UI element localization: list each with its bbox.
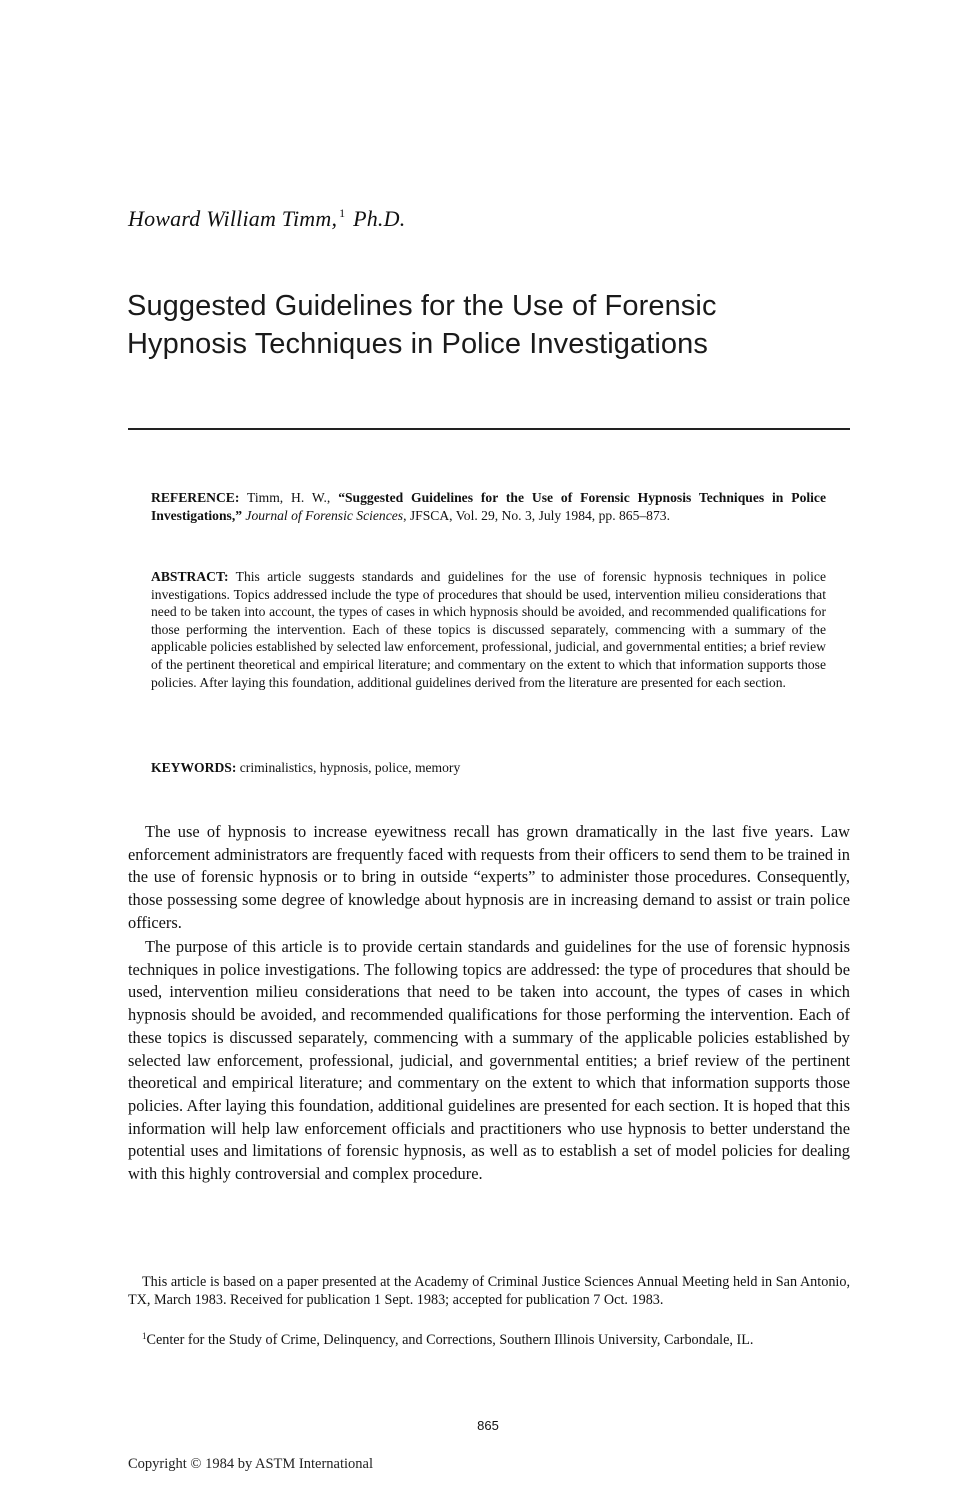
footnote-affiliation — [128, 1328, 850, 1350]
body-paragraph-2: The purpose of this article is to provide certain standards and guidelines for the use of forensic hypnosis techniques in police investigations. The following topics are addressed: the type of procedures that should be used, intervention milieu considerations that need to be taken into account, the types of cases in which hypnosis should be avoided, and recommended qualifications for those performing the intervention. Each of these topics is discussed separately, commencing with a summary of the applicable policies established by selected law enforcement, professional, judicial, and governmental entities; a brief review of the pertinent theoretical and empirical literature; and commentary on the extent to which that information supports those policies. After laying this foundation, additional guidelines are presented for each section. It is hoped that this information will help law enforcement officials and practitioners who use hypnosis to better understand the potential uses and limitations of forensic hypnosis, as well as to establish a set of model policies for dealing with this highly controversial and complex procedure. — [128, 937, 850, 1184]
page-number: 865 — [477, 1418, 499, 1433]
author-line — [128, 206, 405, 232]
keywords-paragraph — [151, 759, 826, 777]
abstract-paragraph — [151, 568, 826, 691]
reference-paragraph — [151, 489, 826, 524]
title-line-1: Suggested Guidelines for the Use of Forensic — [127, 290, 717, 322]
abstract-text: This article suggests standards and guidelines for the use of forensic hypnosis techniques in police investigations. Topics addressed include the type of procedures that should be used, intervention milieu considerations that need to be taken into account, the types of cases in which hypnosis should be avoided, and recommended qualifications for those performing the intervention. Each of these topics is discussed separately, commencing with a summary of the applicable policies established by selected law enforcement, professional, judicial, and governmental entities; a brief review of the pertinent theoretical and empirical literature; and commentary on the extent to which that information supports those policies. After laying this foundation, additional guidelines derived from the literature are presented for each section. — [151, 569, 826, 690]
title-line-2: Hypnosis Techniques in Police Investigations — [127, 328, 708, 360]
reference-label: REFERENCE: — [151, 490, 240, 505]
keywords-label: KEYWORDS: — [151, 760, 237, 775]
reference-details: , JFSCA, Vol. 29, No. 3, July 1984, pp. 865–873. — [403, 507, 670, 523]
author-name: Howard William Timm, — [128, 206, 338, 231]
reference-article-title: “Suggested Guidelines for the Use of Forensic Hypnosis Techniques in Police Investigations,” — [151, 490, 826, 523]
title-rule — [128, 428, 850, 430]
copyright-notice: Copyright © 1984 by ASTM International — [128, 1456, 374, 1472]
reference-authors: Timm, H. W., — [239, 490, 339, 505]
abstract-label: ABSTRACT: — [151, 569, 229, 584]
keywords-text: criminalistics, hypnosis, police, memory — [236, 760, 461, 775]
footnote-affiliation-text: Center for the Study of Crime, Delinquency, and Corrections, Southern Illinois University, Carbondale, IL. — [146, 1332, 754, 1348]
body-paragraph-1: The use of hypnosis to increase eyewitness recall has grown dramatically in the last five years. Law enforcement administrators are frequently faced with requests from their officers to send them to be trained in the use of forensic hypnosis or to bring in outside “experts” to administer those procedures. Consequently, those possessing some degree of knowledge about hypnosis are in increasing demand to assist or train police officers. — [128, 822, 850, 932]
footnote-affiliation-mark: 1 — [142, 1331, 147, 1341]
author-footnote-mark: 1 — [339, 206, 346, 220]
article-title — [127, 287, 867, 363]
footnote-received: This article is based on a paper presented at the Academy of Criminal Justice Sciences Annual Meeting held in San Antonio, TX, March 1983. Received for publication 1 Sept. 1983; accepted for publication 7 Oct. 1983. — [128, 1274, 850, 1308]
author-degree: Ph.D. — [353, 206, 406, 231]
reference-journal: Journal of Forensic Sciences — [242, 507, 404, 523]
